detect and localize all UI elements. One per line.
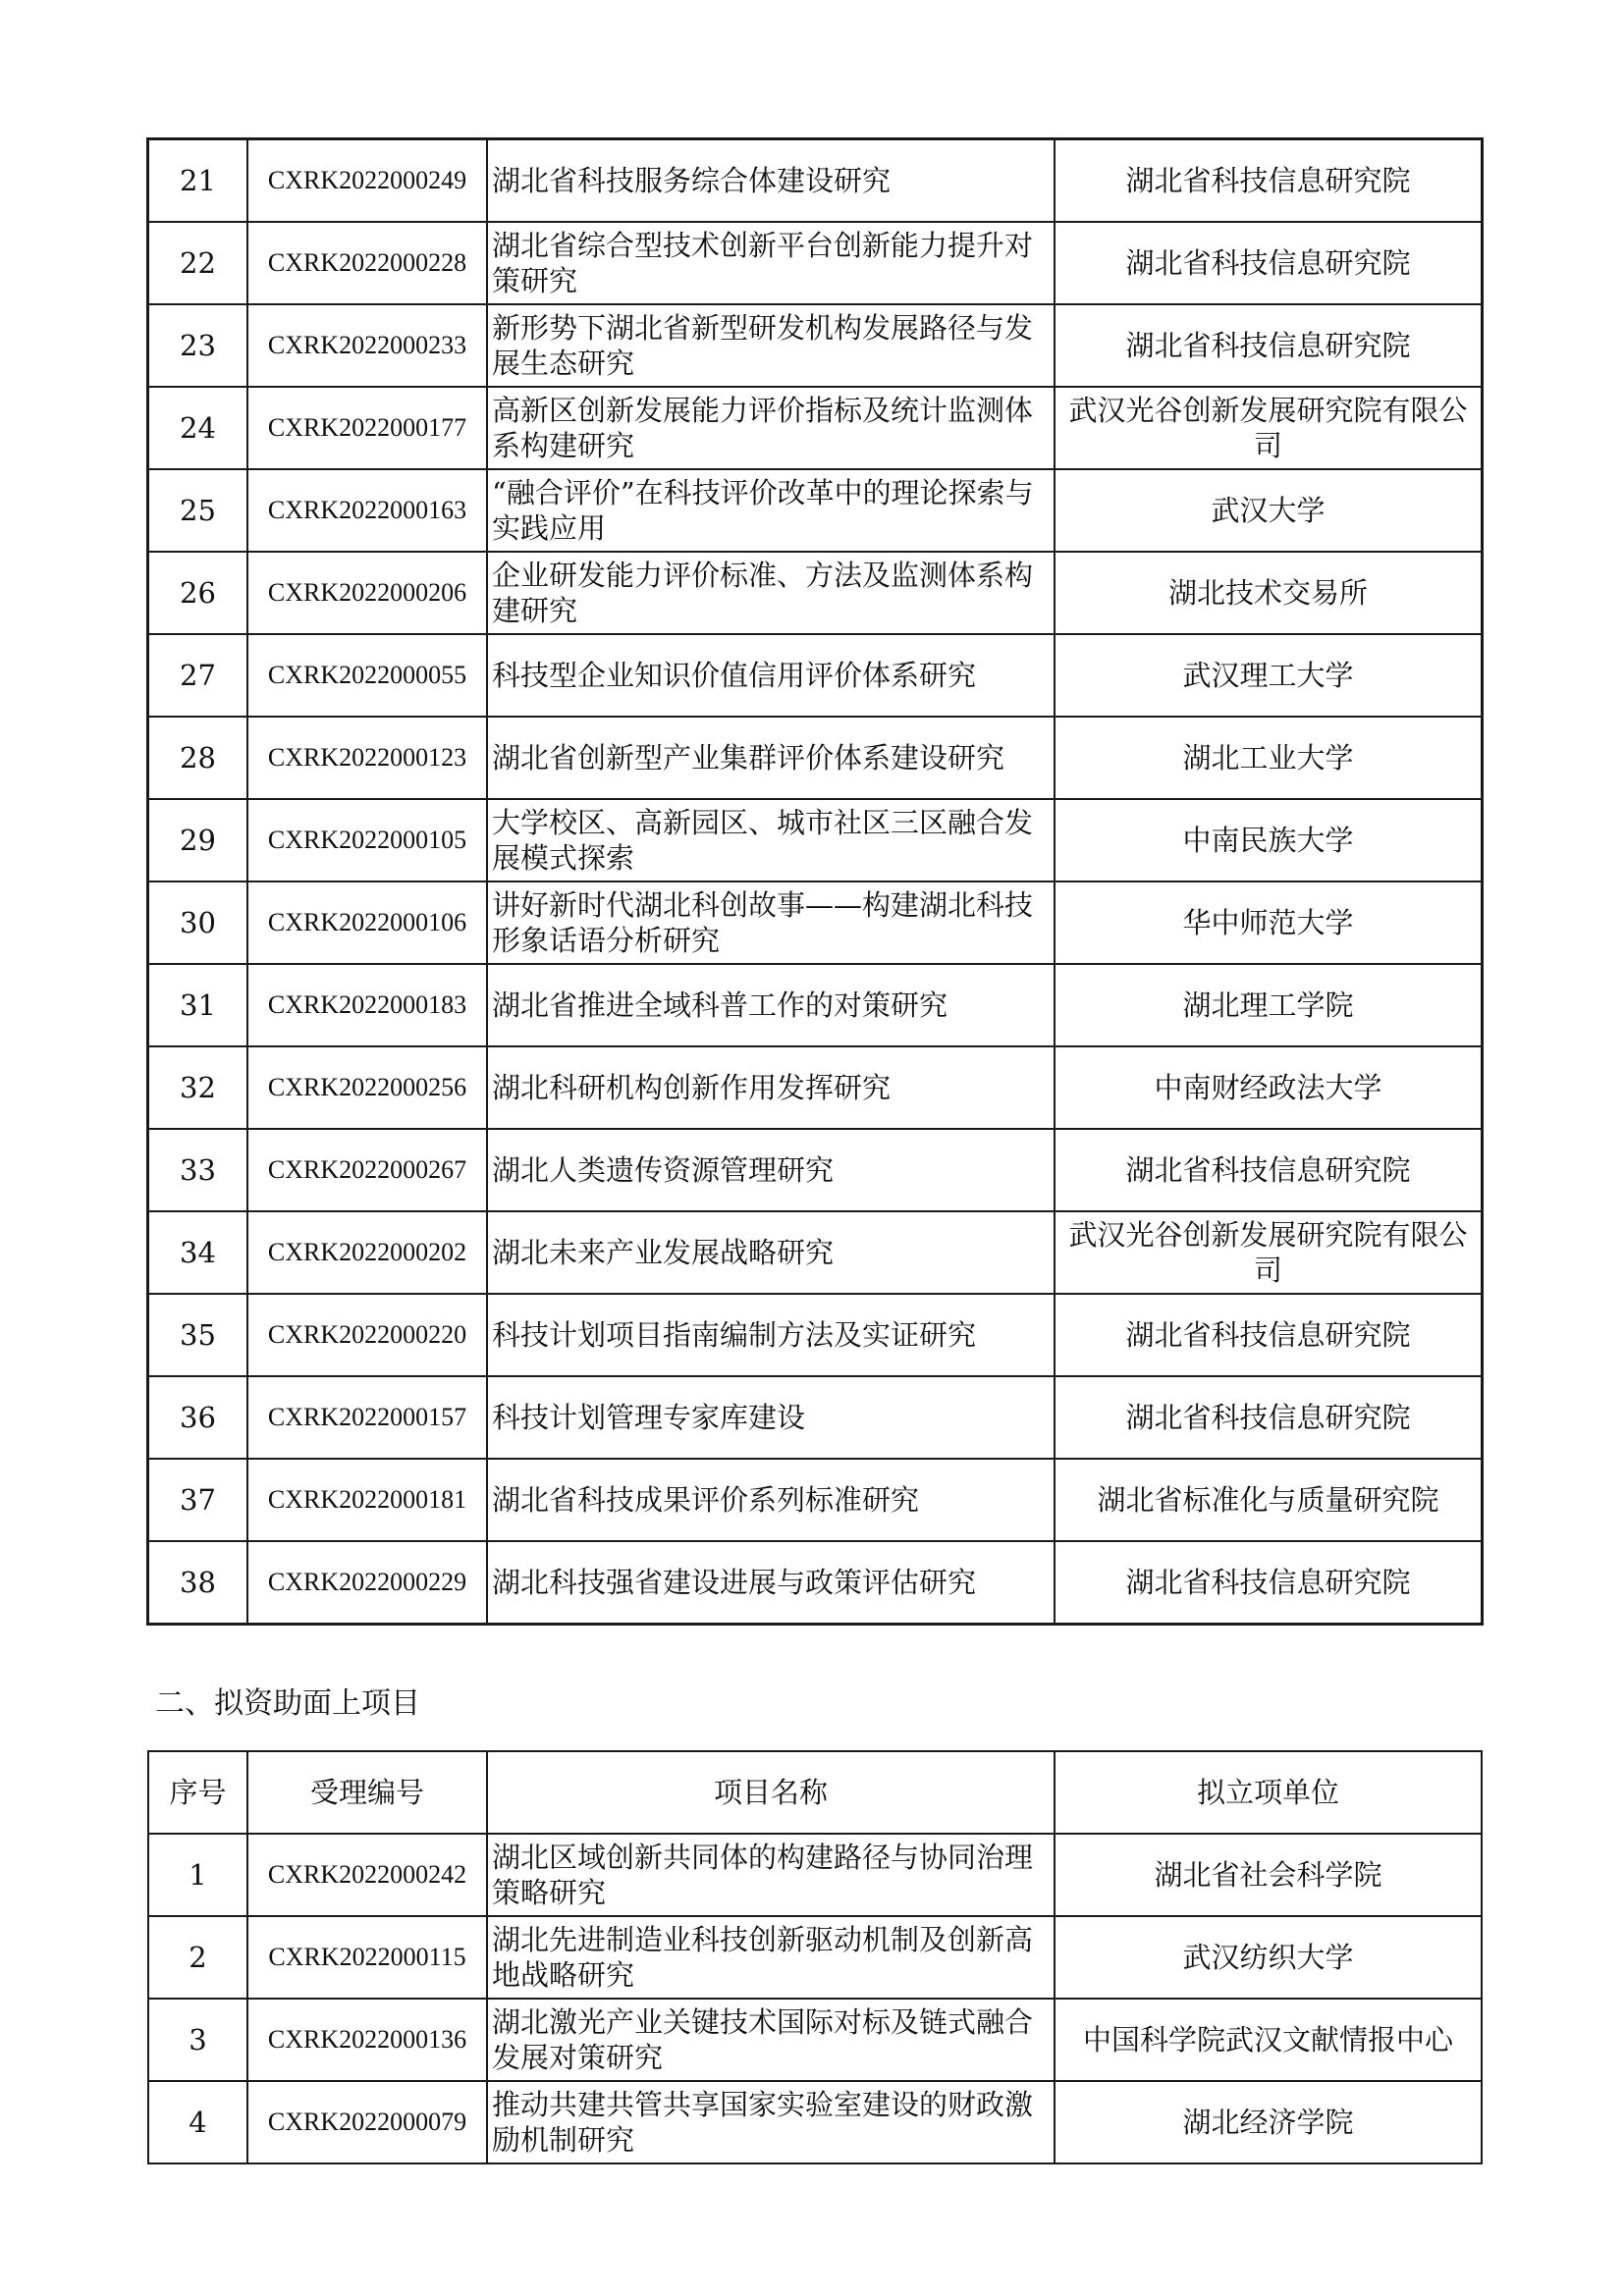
row-project-name: 高新区创新发展能力评价指标及统计监测体系构建研究 — [487, 387, 1055, 469]
row-project-name: 湖北省推进全域科普工作的对策研究 — [487, 964, 1055, 1046]
row-seq: 21 — [148, 139, 247, 222]
header-name: 项目名称 — [487, 1751, 1055, 1834]
row-code: CXRK2022000233 — [247, 304, 487, 387]
table-row — [148, 1129, 1482, 1211]
row-unit: 武汉光谷创新发展研究院有限公司 — [1055, 387, 1482, 469]
row-unit: 湖北省科技信息研究院 — [1055, 304, 1482, 387]
row-project-name: 科技计划项目指南编制方法及实证研究 — [487, 1294, 1055, 1376]
table-row — [148, 387, 1482, 469]
row-project-name: “融合评价”在科技评价改革中的理论探索与实践应用 — [487, 469, 1055, 552]
row-code: CXRK2022000136 — [247, 1999, 487, 2081]
row-unit: 湖北省标准化与质量研究院 — [1055, 1459, 1482, 1541]
table-header-row — [148, 1751, 1482, 1834]
row-unit: 武汉光谷创新发展研究院有限公司 — [1055, 1211, 1482, 1294]
section-heading: 二、拟资助面上项目 — [155, 1686, 420, 1721]
row-code: CXRK2022000157 — [247, 1376, 487, 1459]
table-row — [148, 222, 1482, 304]
row-project-name: 湖北省科技成果评价系列标准研究 — [487, 1459, 1055, 1541]
row-unit: 湖北省科技信息研究院 — [1055, 222, 1482, 304]
row-seq: 34 — [148, 1211, 247, 1294]
row-code: CXRK2022000123 — [247, 717, 487, 799]
row-project-name: 湖北人类遗传资源管理研究 — [487, 1129, 1055, 1211]
row-seq: 4 — [148, 2081, 247, 2163]
row-unit: 中南民族大学 — [1055, 799, 1482, 881]
row-code: CXRK2022000177 — [247, 387, 487, 469]
header-seq: 序号 — [148, 1751, 247, 1834]
table-row — [148, 1459, 1482, 1541]
row-seq: 23 — [148, 304, 247, 387]
table-row — [148, 304, 1482, 387]
row-project-name: 湖北未来产业发展战略研究 — [487, 1211, 1055, 1294]
row-project-name: 科技型企业知识价值信用评价体系研究 — [487, 634, 1055, 717]
row-seq: 37 — [148, 1459, 247, 1541]
row-project-name: 新形势下湖北省新型研发机构发展路径与发展生态研究 — [487, 304, 1055, 387]
header-unit: 拟立项单位 — [1055, 1751, 1482, 1834]
table-row — [148, 717, 1482, 799]
row-unit: 武汉纺织大学 — [1055, 1916, 1482, 1999]
table-row — [148, 1376, 1482, 1459]
row-seq: 38 — [148, 1541, 247, 1624]
row-seq: 35 — [148, 1294, 247, 1376]
row-seq: 25 — [148, 469, 247, 552]
row-unit: 湖北省科技信息研究院 — [1055, 1376, 1482, 1459]
row-seq: 3 — [148, 1999, 247, 2081]
table-row — [148, 139, 1482, 222]
row-seq: 32 — [148, 1046, 247, 1129]
row-code: CXRK2022000079 — [247, 2081, 487, 2163]
row-unit: 湖北理工学院 — [1055, 964, 1482, 1046]
row-code: CXRK2022000256 — [247, 1046, 487, 1129]
row-unit: 湖北省科技信息研究院 — [1055, 1294, 1482, 1376]
row-code: CXRK2022000115 — [247, 1916, 487, 1999]
table-row — [148, 1834, 1482, 1916]
row-seq: 2 — [148, 1916, 247, 1999]
row-project-name: 湖北科研机构创新作用发挥研究 — [487, 1046, 1055, 1129]
table-row — [148, 881, 1482, 964]
row-project-name: 讲好新时代湖北科创故事——构建湖北科技形象话语分析研究 — [487, 881, 1055, 964]
row-seq: 31 — [148, 964, 247, 1046]
row-seq: 27 — [148, 634, 247, 717]
row-project-name: 湖北激光产业关键技术国际对标及链式融合发展对策研究 — [487, 1999, 1055, 2081]
row-code: CXRK2022000267 — [247, 1129, 487, 1211]
table-row — [148, 1916, 1482, 1999]
table-row — [148, 1211, 1482, 1294]
row-code: CXRK2022000055 — [247, 634, 487, 717]
table-row — [148, 1541, 1482, 1624]
row-project-name: 企业研发能力评价标准、方法及监测体系构建研究 — [487, 552, 1055, 634]
row-unit: 武汉理工大学 — [1055, 634, 1482, 717]
row-code: CXRK2022000181 — [247, 1459, 487, 1541]
row-code: CXRK2022000106 — [247, 881, 487, 964]
project-table-continued — [147, 138, 1483, 1625]
row-seq: 30 — [148, 881, 247, 964]
general-project-table-body — [148, 1834, 1482, 2163]
table-row — [148, 1294, 1482, 1376]
project-table-body — [148, 139, 1482, 1624]
table-row — [148, 799, 1482, 881]
table-row — [148, 634, 1482, 717]
row-code: CXRK2022000163 — [247, 469, 487, 552]
table-row — [148, 469, 1482, 552]
row-unit: 湖北工业大学 — [1055, 717, 1482, 799]
row-code: CXRK2022000229 — [247, 1541, 487, 1624]
row-code: CXRK2022000228 — [247, 222, 487, 304]
row-unit: 湖北省社会科学院 — [1055, 1834, 1482, 1916]
row-project-name: 科技计划管理专家库建设 — [487, 1376, 1055, 1459]
table-row — [148, 2081, 1482, 2163]
row-code: CXRK2022000202 — [247, 1211, 487, 1294]
row-project-name: 湖北先进制造业科技创新驱动机制及创新高地战略研究 — [487, 1916, 1055, 1999]
row-seq: 28 — [148, 717, 247, 799]
row-project-name: 湖北省创新型产业集群评价体系建设研究 — [487, 717, 1055, 799]
row-project-name: 推动共建共管共享国家实验室建设的财政激励机制研究 — [487, 2081, 1055, 2163]
row-unit: 华中师范大学 — [1055, 881, 1482, 964]
row-code: CXRK2022000242 — [247, 1834, 487, 1916]
row-project-name: 湖北省科技服务综合体建设研究 — [487, 139, 1055, 222]
row-unit: 湖北省科技信息研究院 — [1055, 139, 1482, 222]
row-seq: 24 — [148, 387, 247, 469]
row-seq: 1 — [148, 1834, 247, 1916]
general-project-table — [147, 1750, 1483, 2164]
row-unit: 中南财经政法大学 — [1055, 1046, 1482, 1129]
row-code: CXRK2022000220 — [247, 1294, 487, 1376]
row-seq: 36 — [148, 1376, 247, 1459]
table-row — [148, 1046, 1482, 1129]
row-seq: 22 — [148, 222, 247, 304]
row-project-name: 湖北区域创新共同体的构建路径与协同治理策略研究 — [487, 1834, 1055, 1916]
row-unit: 湖北经济学院 — [1055, 2081, 1482, 2163]
row-code: CXRK2022000183 — [247, 964, 487, 1046]
row-code: CXRK2022000249 — [247, 139, 487, 222]
table-row — [148, 1999, 1482, 2081]
row-unit: 湖北省科技信息研究院 — [1055, 1129, 1482, 1211]
row-unit: 中国科学院武汉文献情报中心 — [1055, 1999, 1482, 2081]
row-unit: 武汉大学 — [1055, 469, 1482, 552]
row-project-name: 湖北科技强省建设进展与政策评估研究 — [487, 1541, 1055, 1624]
row-code: CXRK2022000206 — [247, 552, 487, 634]
table-row — [148, 964, 1482, 1046]
header-code: 受理编号 — [247, 1751, 487, 1834]
row-project-name: 大学校区、高新园区、城市社区三区融合发展模式探索 — [487, 799, 1055, 881]
row-unit: 湖北技术交易所 — [1055, 552, 1482, 634]
row-seq: 26 — [148, 552, 247, 634]
row-code: CXRK2022000105 — [247, 799, 487, 881]
row-seq: 33 — [148, 1129, 247, 1211]
row-unit: 湖北省科技信息研究院 — [1055, 1541, 1482, 1624]
table-row — [148, 552, 1482, 634]
row-project-name: 湖北省综合型技术创新平台创新能力提升对策研究 — [487, 222, 1055, 304]
row-seq: 29 — [148, 799, 247, 881]
